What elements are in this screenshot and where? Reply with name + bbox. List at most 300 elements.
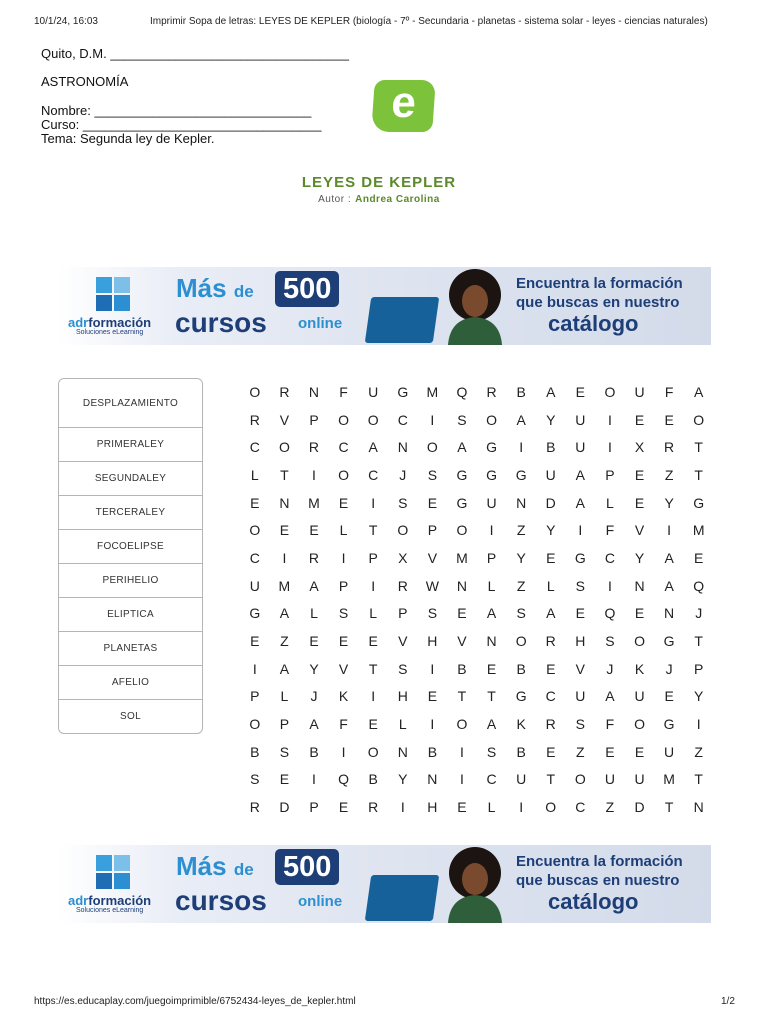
grid-letter: E (309, 633, 319, 650)
grid-letter: J (606, 660, 614, 677)
grid-letter: Y (546, 411, 556, 428)
grid-letter: I (371, 577, 376, 594)
grid-letter: L (280, 688, 289, 705)
grid-letter: F (664, 383, 674, 400)
banner-online: online (298, 893, 343, 910)
word-list-item: FOCOELIPSE (59, 530, 202, 564)
author-label: Autor : (318, 194, 352, 205)
grid-letter: N (397, 439, 408, 456)
grid-letter: O (367, 411, 379, 428)
banner-mas (176, 273, 254, 304)
grid-letter: U (634, 688, 645, 705)
grid-letter: P (605, 466, 615, 483)
grid-letter: T (546, 771, 556, 788)
grid-letter: I (430, 716, 435, 733)
grid-letter: E (457, 799, 467, 816)
grid-letter: F (605, 522, 615, 539)
footer-page-number: 1/2 (721, 996, 735, 1007)
grid-letter: N (397, 743, 408, 760)
grid-letter: A (575, 494, 585, 511)
grid-letter: H (575, 633, 586, 650)
grid-letter: E (575, 383, 585, 400)
grid-letter: A (486, 716, 497, 733)
grid-letter: A (664, 549, 674, 566)
grid-letter: N (634, 577, 645, 594)
word-list-item: SOL (120, 711, 141, 722)
grid-letter: Q (456, 383, 468, 400)
grid-letter: E (546, 743, 556, 760)
grid-letter: P (250, 688, 260, 705)
grid-letter: I (400, 799, 405, 816)
grid-letter: L (546, 577, 555, 594)
logo-letter: e (389, 78, 418, 127)
grid-letter: V (575, 660, 585, 677)
word-list-item: ELIPTICA (59, 598, 202, 632)
grid-letter: Q (338, 771, 350, 788)
brand-squares-icon (96, 277, 130, 311)
grid-letter: A (516, 411, 526, 428)
person-illustration-icon (440, 845, 510, 923)
word-list-item: PRIMERALEY (59, 428, 202, 462)
grid-letter: O (634, 633, 645, 650)
grid-letter: L (487, 799, 496, 816)
grid-letter: O (515, 633, 527, 650)
grid-letter: V (427, 549, 438, 566)
grid-letter: N (456, 577, 468, 594)
grid-letter: Y (546, 522, 556, 539)
grid-letter: S (486, 743, 497, 760)
grid-letter: E (486, 660, 497, 677)
grid-letter: T (280, 466, 289, 483)
word-list-item: SEGUNDALEY (59, 462, 202, 496)
banner-mas-text: Más (176, 851, 227, 881)
grid-letter: X (634, 439, 645, 456)
grid-letter: Y (634, 549, 645, 566)
grid-letter: G (663, 633, 675, 650)
grid-letter: S (427, 466, 438, 483)
word-list-item: TERCERALEY (59, 496, 202, 530)
grid-letter: F (339, 383, 348, 400)
author-name: Andrea Carolina (355, 194, 440, 205)
grid-letter: Z (516, 577, 526, 594)
grid-letter: G (663, 716, 675, 733)
grid-letter: S (575, 716, 585, 733)
grid-letter: Y (516, 549, 526, 566)
grid-letter: R (308, 439, 320, 456)
grid-letter: E (546, 660, 556, 677)
grid-letter: L (606, 494, 614, 511)
grid-letter: E (338, 633, 349, 650)
grid-letter: T (457, 688, 467, 705)
print-date: 10/1/24, 16:03 (34, 16, 98, 27)
grid-letter: M (308, 494, 320, 511)
grid-letter: S (575, 577, 585, 594)
grid-letter: B (368, 771, 378, 788)
ad-banner-top[interactable] (58, 267, 711, 345)
banner-right-line2: que buscas en nuestro (516, 872, 680, 889)
grid-letter: S (398, 494, 408, 511)
grid-letter: S (338, 605, 349, 622)
grid-letter: E (338, 799, 349, 816)
brand-name-b: formación (88, 893, 152, 908)
grid-letter: P (338, 577, 349, 594)
grid-letter: Z (605, 799, 615, 816)
grid-letter: O (456, 522, 468, 539)
grid-letter: O (634, 716, 645, 733)
grid-letter: U (516, 771, 527, 788)
grid-letter: M (456, 549, 468, 566)
banner-right-line1: Encuentra la formación (516, 275, 683, 292)
brand-name-a: adr (68, 315, 89, 330)
grid-letter: I (430, 411, 435, 428)
brand-name (68, 315, 151, 330)
grid-letter: F (605, 716, 615, 733)
grid-letter: E (250, 494, 260, 511)
grid-letter: A (486, 605, 497, 622)
banner-number: 500 (275, 271, 339, 307)
banner-right-line3: catálogo (548, 311, 639, 336)
laptop-icon (365, 875, 439, 921)
grid-letter: I (312, 771, 316, 788)
grid-letter: R (486, 383, 497, 400)
grid-letter: O (693, 411, 705, 428)
ad-banner-bottom[interactable] (58, 845, 711, 923)
header-subject: ASTRONOMÍA (41, 74, 129, 89)
grid-letter: G (693, 494, 705, 511)
grid-letter: K (338, 688, 349, 705)
grid-letter: P (309, 799, 319, 816)
grid-letter: O (574, 771, 586, 788)
grid-letter: J (310, 688, 318, 705)
grid-letter: V (457, 633, 467, 650)
grid-letter: J (665, 660, 673, 677)
grid-letter: R (249, 799, 260, 816)
grid-letter: E (634, 605, 645, 622)
grid-letter: N (279, 494, 290, 511)
grid-letter: K (634, 660, 645, 677)
grid-letter: N (516, 494, 527, 511)
grid-letter: Z (664, 466, 674, 483)
header-name-line: Nombre: ______________________________ (41, 103, 312, 118)
banner-right-line3: catálogo (548, 889, 639, 914)
grid-letter: C (249, 549, 260, 566)
grid-letter: O (604, 383, 616, 400)
person-illustration-icon (440, 267, 510, 345)
banner-right-line1: Encuentra la formación (516, 853, 683, 870)
grid-letter: I (430, 660, 435, 677)
grid-letter: C (486, 771, 497, 788)
header-topic: Tema: Segunda ley de Kepler. (41, 131, 215, 146)
grid-letter: T (694, 466, 703, 483)
grid-letter: E (694, 549, 704, 566)
grid-letter: S (605, 633, 615, 650)
grid-letter: P (486, 549, 497, 566)
grid-letter: P (279, 716, 290, 733)
grid-letter: I (607, 411, 612, 428)
grid-letter: C (545, 688, 556, 705)
grid-letter: L (250, 466, 259, 483)
grid-letter: B (516, 743, 526, 760)
grid-letter: O (249, 522, 261, 539)
grid-letter: S (250, 771, 260, 788)
grid-letter: O (249, 716, 261, 733)
grid-letter: N (427, 771, 438, 788)
brand-squares-icon (96, 855, 130, 889)
word-list-item: AFELIO (59, 666, 202, 700)
grid-letter: T (694, 771, 703, 788)
grid-letter: E (546, 549, 556, 566)
grid-letter: O (545, 799, 557, 816)
grid-letter: U (575, 439, 586, 456)
grid-letter: N (664, 605, 675, 622)
word-list (58, 378, 203, 734)
header-city-line: Quito, D.M. _________________________________ (41, 46, 349, 61)
grid-letter: G (456, 466, 468, 483)
grid-letter: Q (693, 577, 705, 594)
grid-letter: D (545, 494, 556, 511)
grid-letter: R (397, 577, 408, 594)
grid-letter: B (309, 743, 319, 760)
grid-letter: I (312, 466, 316, 483)
grid-letter: Y (694, 688, 704, 705)
grid-letter: S (516, 605, 526, 622)
grid-letter: C (338, 439, 349, 456)
grid-letter: G (486, 466, 497, 483)
grid-letter: T (368, 522, 378, 539)
grid-letter: G (486, 439, 497, 456)
grid-letter: W (425, 577, 439, 594)
grid-letter: O (249, 383, 261, 400)
grid-letter: U (634, 771, 645, 788)
grid-letter: Q (604, 605, 616, 622)
grid-letter: R (368, 799, 379, 816)
brand-name (68, 893, 151, 908)
grid-letter: G (574, 549, 586, 566)
brand-name-b: formación (88, 315, 152, 330)
banner-right-line2: que buscas en nuestro (516, 294, 680, 311)
grid-letter: E (634, 411, 645, 428)
grid-letter: E (279, 522, 290, 539)
print-title: Imprimir Sopa de letras: LEYES DE KEPLER (biología - 7º - Secundaria - planetas - sistema solar - leyes - ciencias naturales) (150, 16, 708, 27)
grid-letter: L (398, 716, 407, 733)
grid-letter: B (516, 383, 526, 400)
grid-letter: S (279, 743, 290, 760)
grid-letter: U (604, 771, 615, 788)
footer-url: https://es.educaplay.com/juegoimprimible/6752434-leyes_de_kepler.html (34, 996, 356, 1007)
educaplay-logo (371, 80, 436, 132)
grid-letter: U (249, 577, 260, 594)
grid-letter: P (427, 522, 438, 539)
banner-online: online (298, 315, 343, 332)
grid-letter: J (399, 466, 407, 483)
grid-letter: G (456, 494, 468, 511)
grid-letter: Z (576, 743, 585, 760)
grid-letter: A (546, 383, 556, 400)
grid-letter: D (279, 799, 290, 816)
grid-letter: A (664, 577, 674, 594)
grid-letter: A (575, 466, 585, 483)
grid-letter: F (339, 716, 348, 733)
brand-name-a: adr (68, 893, 89, 908)
grid-letter: B (250, 743, 260, 760)
grid-letter: O (338, 411, 350, 428)
grid-letter: I (519, 439, 524, 456)
grid-letter: I (341, 743, 346, 760)
grid-letter: C (368, 466, 379, 483)
grid-letter: I (667, 522, 672, 539)
grid-letter: R (664, 439, 675, 456)
grid-letter: T (487, 688, 496, 705)
grid-letter: V (338, 660, 349, 677)
grid-letter: E (427, 494, 438, 511)
grid-letter: P (368, 549, 378, 566)
grid-letter: I (460, 771, 464, 788)
grid-letter: L (487, 577, 496, 594)
grid-letter: U (486, 494, 497, 511)
grid-letter: E (368, 716, 378, 733)
grid-letter: S (427, 605, 438, 622)
brand-subtitle: Soluciones eLearning (76, 329, 144, 336)
grid-letter: A (368, 439, 378, 456)
activity-author (0, 194, 758, 205)
grid-letter: E (634, 494, 645, 511)
banner-number: 500 (275, 849, 339, 885)
grid-letter: C (249, 439, 260, 456)
grid-letter: R (308, 549, 320, 566)
activity-title: LEYES DE KEPLER (301, 174, 457, 191)
banner-mas-text: Más (176, 273, 227, 303)
grid-letter: L (310, 605, 318, 622)
word-list-item: PERIHELIO (59, 564, 202, 598)
letter-grid (240, 378, 714, 821)
grid-letter: U (545, 466, 556, 483)
grid-letter: U (634, 383, 645, 400)
grid-letter: J (695, 605, 703, 622)
grid-letter: P (398, 605, 408, 622)
grid-letter: E (250, 633, 260, 650)
grid-letter: G (515, 466, 527, 483)
grid-letter: B (457, 660, 467, 677)
grid-letter: B (546, 439, 556, 456)
banner-mas (176, 851, 254, 882)
grid-letter: N (308, 383, 320, 400)
grid-letter: A (279, 660, 290, 677)
grid-letter: A (309, 716, 319, 733)
grid-letter: L (339, 522, 348, 539)
grid-letter: K (516, 716, 526, 733)
word-list-item: PLANETAS (59, 632, 202, 666)
grid-letter: R (249, 411, 260, 428)
grid-letter: E (634, 466, 645, 483)
grid-letter: A (457, 439, 467, 456)
grid-letter: I (489, 522, 494, 539)
grid-letter: O (456, 716, 468, 733)
brand-subtitle: Soluciones eLearning (76, 907, 144, 914)
banner-de-text: de (233, 860, 254, 879)
grid-letter: I (282, 549, 287, 566)
grid-letter: A (546, 605, 556, 622)
grid-letter: C (397, 411, 408, 428)
grid-letter: N (693, 799, 704, 816)
grid-letter: A (279, 605, 290, 622)
grid-letter: T (664, 799, 674, 816)
grid-letter: Z (280, 633, 289, 650)
grid-letter: A (605, 688, 615, 705)
grid-letter: E (279, 771, 290, 788)
grid-letter: I (578, 522, 583, 539)
grid-letter: E (368, 633, 378, 650)
grid-letter: O (338, 466, 350, 483)
grid-letter: L (369, 605, 378, 622)
grid-letter: I (252, 660, 257, 677)
grid-letter: C (604, 549, 615, 566)
grid-letter: E (338, 494, 349, 511)
grid-letter: U (575, 411, 586, 428)
grid-letter: V (279, 411, 290, 428)
grid-letter: H (427, 633, 438, 650)
grid-letter: O (426, 439, 438, 456)
grid-letter: P (309, 411, 319, 428)
grid-letter: E (605, 743, 615, 760)
grid-letter: M (278, 577, 291, 594)
grid-letter: O (367, 743, 379, 760)
grid-letter: H (397, 688, 408, 705)
grid-letter: I (607, 577, 612, 594)
grid-letter: O (486, 411, 497, 428)
grid-letter: Y (664, 494, 674, 511)
grid-letter: P (694, 660, 704, 677)
grid-letter: S (398, 660, 408, 677)
grid-letter: I (341, 549, 346, 566)
grid-letter: U (575, 688, 586, 705)
grid-letter: I (460, 743, 464, 760)
grid-letter: N (486, 633, 497, 650)
banner-cursos: cursos (175, 885, 267, 916)
grid-letter: U (664, 743, 675, 760)
grid-letter: A (309, 577, 319, 594)
grid-letter: E (634, 743, 645, 760)
grid-letter: I (607, 439, 612, 456)
grid-letter: I (519, 799, 524, 816)
grid-letter: S (457, 411, 467, 428)
grid-letter: I (371, 688, 376, 705)
grid-letter: G (515, 688, 527, 705)
banner-de-text: de (233, 282, 254, 301)
grid-letter: X (398, 549, 408, 566)
grid-letter: B (516, 660, 526, 677)
grid-letter: O (278, 439, 290, 456)
grid-letter: M (692, 522, 705, 539)
header-course-line: Curso: _________________________________ (41, 117, 322, 132)
grid-letter: T (694, 439, 703, 456)
grid-letter: C (575, 799, 586, 816)
laptop-icon (365, 297, 439, 343)
grid-letter: A (694, 383, 704, 400)
grid-letter: V (398, 633, 408, 650)
grid-letter: G (249, 605, 261, 622)
grid-letter: R (545, 716, 556, 733)
grid-letter: Y (309, 660, 319, 677)
grid-letter: E (664, 411, 674, 428)
grid-letter: M (663, 771, 675, 788)
grid-letter: B (427, 743, 438, 760)
grid-letter: E (457, 605, 467, 622)
grid-letter: O (397, 522, 409, 539)
grid-letter: U (368, 383, 379, 400)
grid-letter: I (371, 494, 376, 511)
grid-letter: D (634, 799, 645, 816)
grid-letter: T (694, 633, 703, 650)
